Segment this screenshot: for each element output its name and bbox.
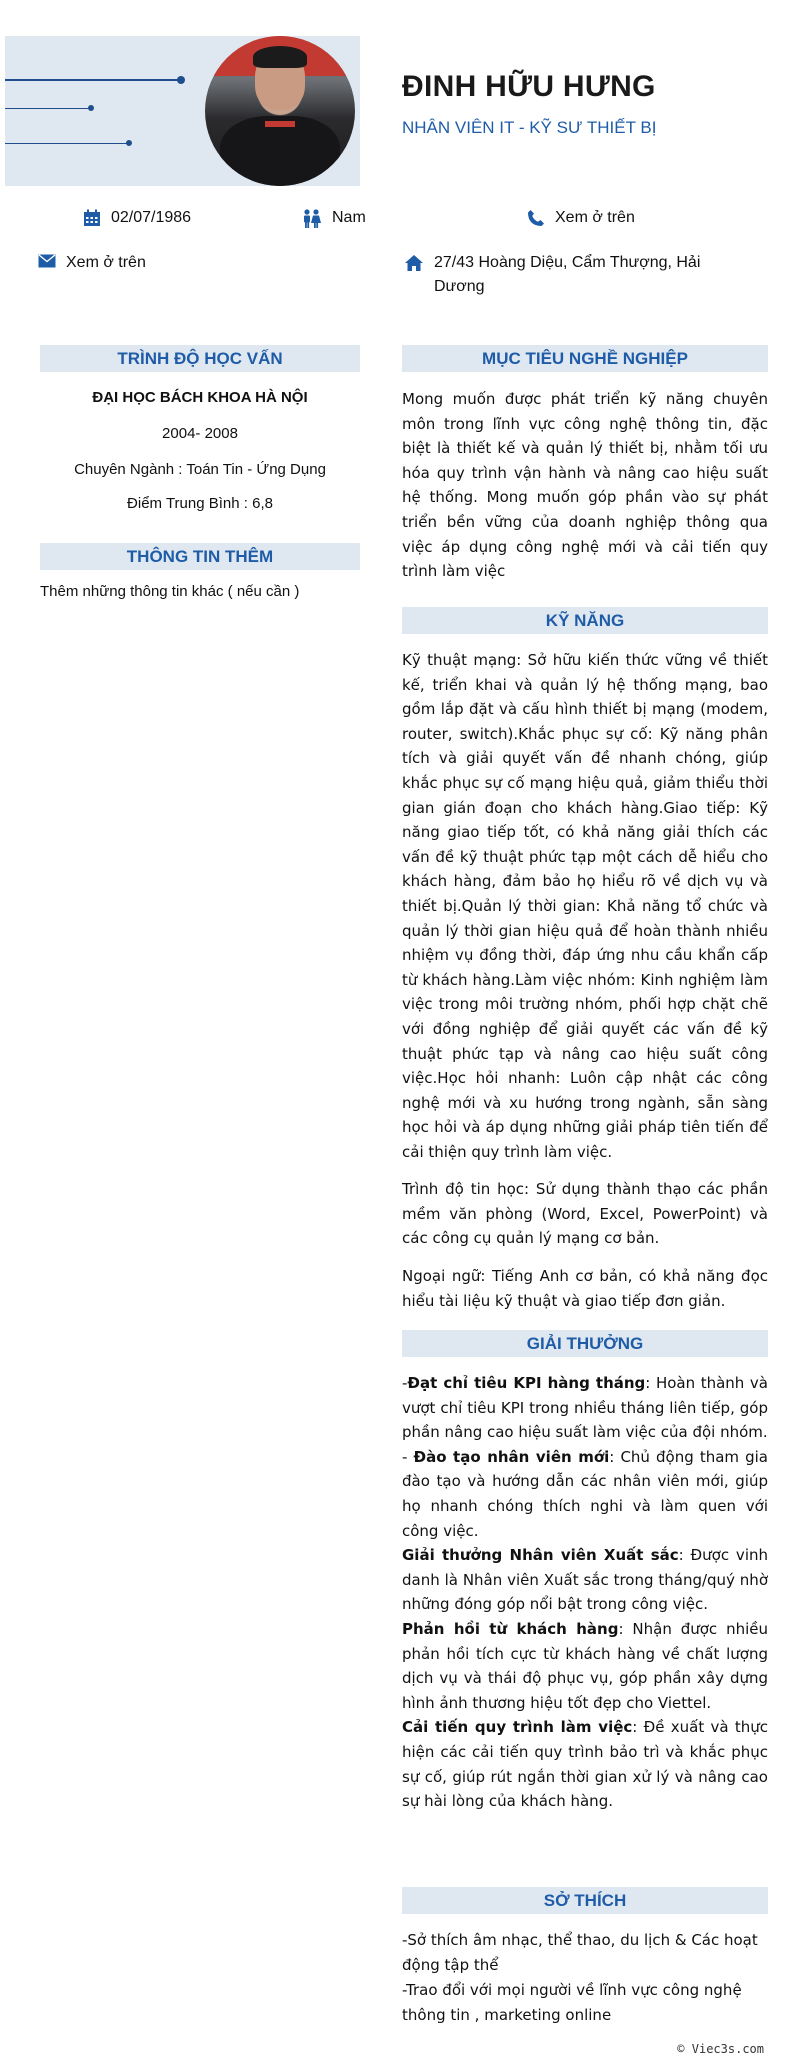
phone-value: Xem ở trên	[555, 209, 635, 226]
award-item: Cải tiến quy trình làm việc: Đề xuất và thực hiện các cải tiến quy trình bảo trì và khắc phục sự cố, giúp rút ngắn thời gian xử lý và nâng cao sự hài lòng của khách hàng.	[402, 1718, 768, 1811]
avatar	[205, 36, 355, 186]
award-item: Giải thưởng Nhân viên Xuất sắc: Được vinh danh là Nhân viên Xuất sắc trong tháng/quý nhờ những đóng góp nổi bật trong công việc.	[402, 1546, 768, 1614]
gender-info	[302, 206, 366, 230]
candidate-title: NHÂN VIÊN IT - KỸ SƯ THIẾT BỊ	[402, 118, 657, 137]
decor-line	[5, 79, 181, 81]
decor-dot	[88, 105, 94, 111]
email-info	[38, 251, 146, 275]
decor-dot	[177, 76, 185, 84]
gender-value: Nam	[332, 209, 366, 226]
decor-line	[5, 143, 129, 144]
mail-icon	[38, 254, 56, 268]
address-info	[404, 251, 734, 299]
hobbies-line-1: -Sở thích âm nhạc, thể thao, du lịch & Các hoạt động tập thể	[402, 1931, 758, 1974]
birthday-info	[83, 206, 191, 230]
candidate-name: ĐINH HỮU HƯNG	[402, 70, 656, 103]
extra-info-heading: THÔNG TIN THÊM	[40, 543, 360, 570]
phone-info	[527, 206, 635, 230]
objective-heading: MỤC TIÊU NGHỀ NGHIỆP	[402, 345, 768, 372]
school-name: ĐẠI HỌC BÁCH KHOA HÀ NỘI	[92, 389, 308, 406]
birthday-value: 02/07/1986	[111, 209, 192, 226]
hobbies-line-2: -Trao đổi với mọi người về lĩnh vực công nghệ thông tin , marketing online	[402, 1981, 742, 2024]
skills-paragraph: Kỹ thuật mạng: Sở hữu kiến thức vững về thiết kế, triển khai và quản lý hệ thống mạng, bao gồm lắp đặt và cấu hình thiết bị mạng (modem, router, switch).Khắc phục sự cố: Kỹ năng phân tích và giải quyết vấn đề nhanh chóng, giúp khắc phục sự cố mạng hiệu quả, giảm thiểu thời gian gián đoạn cho khách hàng.Giao tiếp: Kỹ năng giao tiếp tốt, có khả năng giải thích các vấn đề kỹ thuật phức tạp một cách dễ hiểu cho khách hàng, đảm bảo họ hiểu rõ về dịch vụ và thiết bị.Quản lý thời gian: Khả năng tổ chức và quản lý thời gian hiệu quả để hoàn thành nhiều nhiệm vụ đồng thời, đáp ứng nhu cầu khẩn cấp từ khách hàng.Làm việc nhóm: Kinh nghiệm làm việc trong môi trường nhóm, phối hợp chặt chẽ với đồng nghiệp để giải quyết các vấn đề kỹ thuật phức tạp và nâng cao hiệu suất công việc.Học hỏi nhanh: Luôn cập nhật các công nghệ mới và xu hướng trong ngành, sẵn sàng học hỏi và áp dụng những giải pháp tiên tiến để cải thiện quy trình làm việc.	[402, 651, 768, 1161]
school-gpa: Điểm Trung Bình : 6,8	[127, 495, 273, 512]
education-heading: TRÌNH ĐỘ HỌC VẤN	[40, 345, 360, 372]
objective-text: Mong muốn được phát triển kỹ năng chuyên môn trong lĩnh vực công nghệ thông tin, đặc biệt là thiết kế và quản lý thiết bị, nhằm tối ưu hóa quy trình vận hành và nâng cao hiệu suất hệ thống. Mong muốn góp phần vào sự phát triển bền vững của doanh nghiệp thông qua việc áp dụng công nghệ mới và cải tiến quy trình làm việc	[402, 390, 768, 581]
home-icon	[404, 254, 424, 272]
email-value: Xem ở trên	[66, 254, 146, 271]
skills-heading: KỸ NĂNG	[402, 607, 768, 634]
award-item: Phản hồi từ khách hàng: Nhận được nhiều phản hồi tích cực từ khách hàng về chất lượng dịch vụ và thái độ phục vụ, góp phần xây dựng hình ảnh thương hiệu tốt đẹp cho Viettel.	[402, 1619, 768, 1712]
extra-info-text: Thêm những thông tin khác ( nếu cần )	[40, 583, 300, 600]
award-item: - Đào tạo nhân viên mới: Chủ động tham gia đào tạo và hướng dẫn các nhân viên mới, giúp họ nhanh chóng thích nghi và làm quen với công việc.	[402, 1447, 768, 1540]
hobbies-heading: SỞ THÍCH	[402, 1887, 768, 1914]
address-value: 27/43 Hoàng Diệu, Cẩm Thượng, Hải Dương	[434, 254, 701, 295]
decor-dot	[126, 140, 132, 146]
skills-language: Ngoại ngữ: Tiếng Anh cơ bản, có khả năng đọc hiểu tài liệu kỹ thuật và giao tiếp đơn giản.	[402, 1267, 768, 1310]
phone-icon	[527, 209, 545, 227]
gender-icon	[302, 209, 322, 229]
awards-list	[402, 1371, 768, 1814]
awards-heading: GIẢI THƯỞNG	[402, 1330, 768, 1357]
calendar-icon	[83, 209, 101, 227]
award-item: -Đạt chỉ tiêu KPI hàng tháng: Hoàn thành và vượt chỉ tiêu KPI trong nhiều tháng liên tiếp, góp phần nâng cao hiệu suất làm việc của đội nhóm.	[402, 1374, 768, 1442]
footer-credit: © Viec3s.com	[677, 2042, 764, 2056]
decor-line	[5, 108, 91, 109]
skills-computer: Trình độ tin học: Sử dụng thành thạo các phần mềm văn phòng (Word, Excel, PowerPoint) và các công cụ quản lý mạng cơ bản.	[402, 1180, 768, 1248]
school-major: Chuyên Ngành : Toán Tin - Ứng Dụng	[74, 461, 326, 478]
school-years: 2004- 2008	[162, 425, 238, 442]
